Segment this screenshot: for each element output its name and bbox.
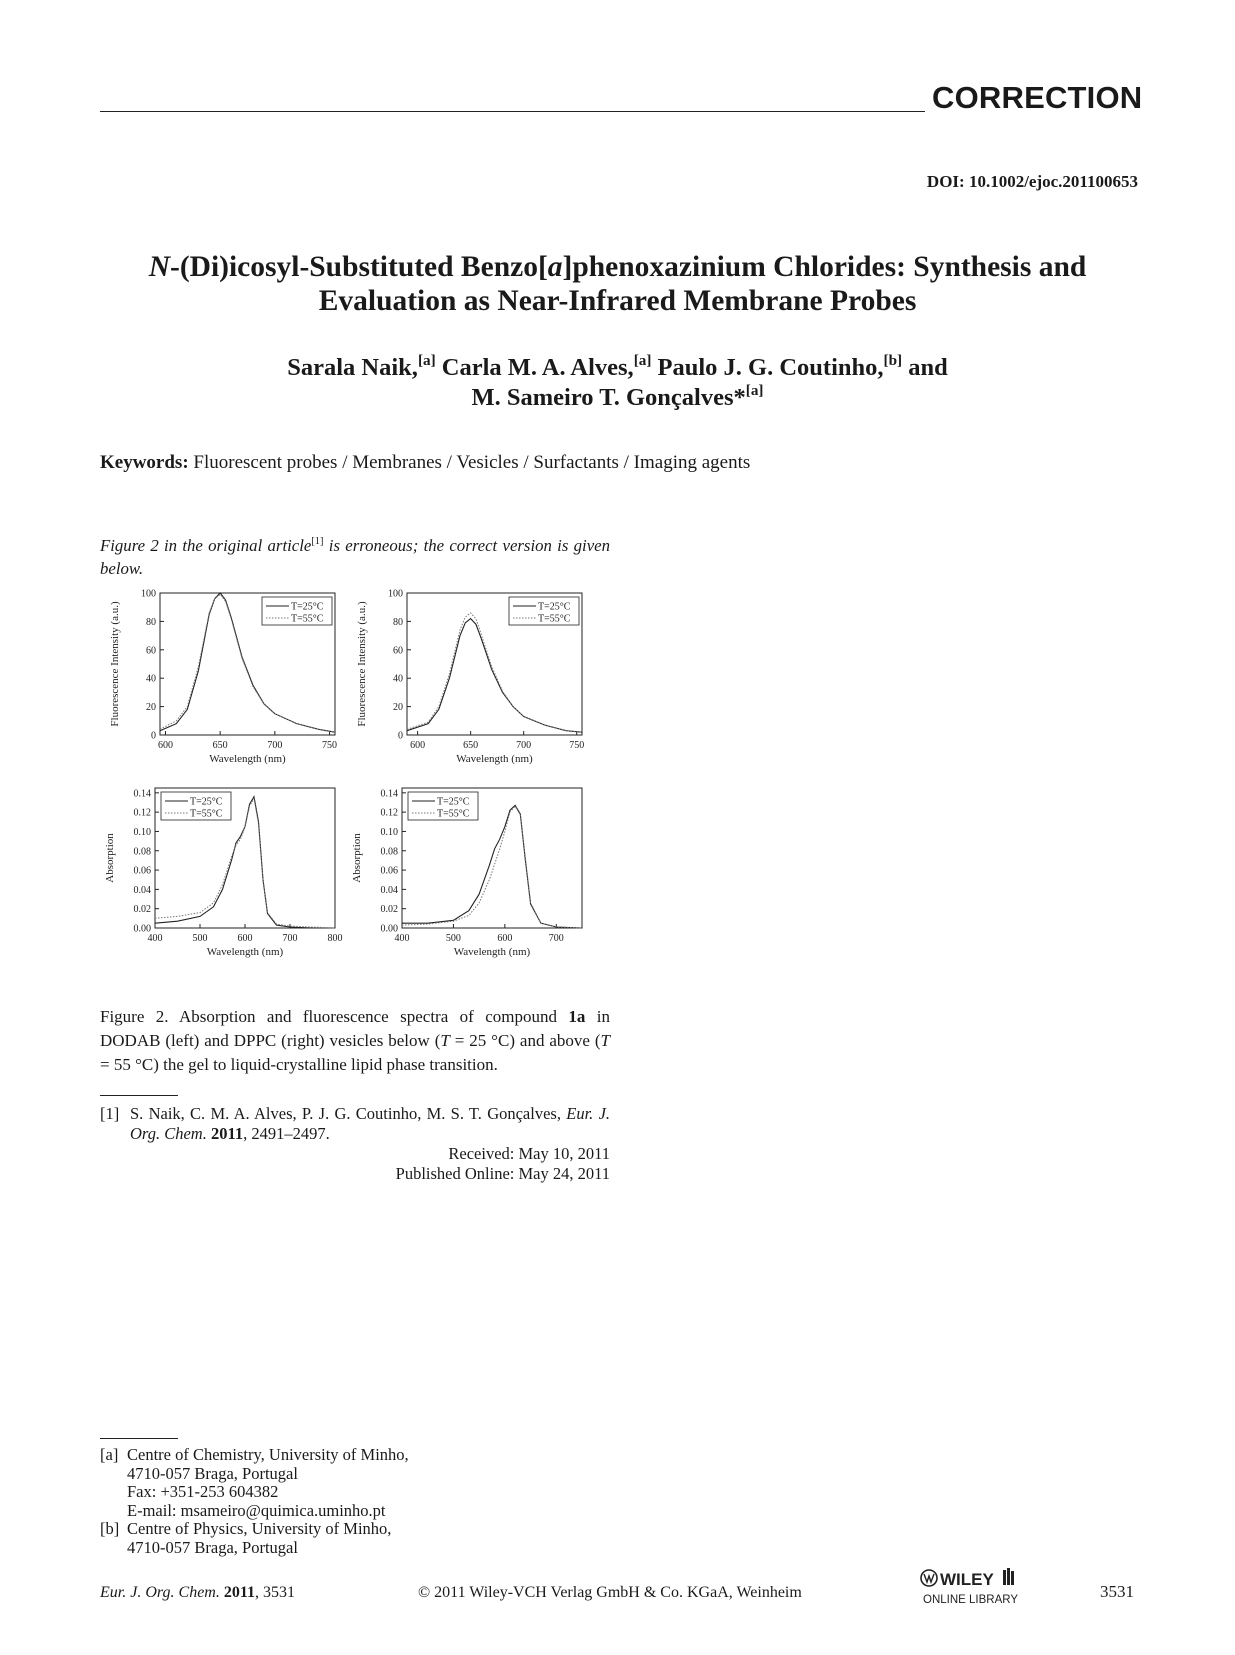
x-tick-label: 400 xyxy=(394,933,410,944)
affiliations xyxy=(100,1446,409,1557)
authors xyxy=(100,353,1135,413)
author-affiliation: [a] xyxy=(633,352,652,370)
affiliation-line: Fax: +351-253 604382 xyxy=(127,1482,279,1501)
legend-label: T=25°C xyxy=(291,601,324,613)
caption-val1: = 25 °C) and above ( xyxy=(454,1031,601,1050)
intro-after: is erroneous; the correct version is given below. xyxy=(100,536,611,578)
doi: DOI: 10.1002/ejoc.201100653 xyxy=(926,172,1138,191)
reference-year: 2011 xyxy=(210,1124,244,1143)
wiley-sub: ONLINE LIBRARY xyxy=(923,1594,1019,1606)
y-tick-label: 80 xyxy=(146,616,156,628)
wiley-emblem-icon xyxy=(921,1570,937,1586)
author-affiliation: [a] xyxy=(745,382,764,400)
y-tick-label: 80 xyxy=(393,616,403,628)
footer-citation xyxy=(100,1584,295,1602)
y-axis-label: Fluorescence Intensity (a.u.) xyxy=(109,601,121,727)
title-line2: Evaluation as Near-Infrared Membrane Probes xyxy=(318,285,917,317)
y-axis-label: Fluorescence Intensity (a.u.) xyxy=(356,601,368,727)
reference-rule xyxy=(100,1095,178,1096)
caption-text1: Absorption and fluorescence spectra of compound xyxy=(179,1007,557,1026)
y-tick-label: 0.10 xyxy=(380,826,398,838)
reference-journal: Eur. J. Org. Chem. xyxy=(130,1104,611,1143)
affiliation-line: Centre of Physics, University of Minho, xyxy=(127,1519,392,1538)
affiliation-tag: [a] xyxy=(100,1445,119,1464)
x-tick-label: 500 xyxy=(445,933,461,944)
reference-authors: S. Naik, C. M. A. Alves, P. J. G. Coutinho, M. S. T. Gonçalves, xyxy=(130,1104,561,1123)
affiliation-tag: [b] xyxy=(100,1519,120,1538)
y-tick-label: 0.00 xyxy=(133,923,151,935)
x-tick-label: 800 xyxy=(327,933,343,944)
affiliation-lines xyxy=(127,1446,409,1520)
caption-text2: in DODAB (left) and DPPC (right) vesicles below ( xyxy=(100,1007,611,1050)
y-tick-label: 0.08 xyxy=(133,846,151,858)
x-tick-label: 700 xyxy=(267,740,283,751)
title-italic-n: N xyxy=(148,251,171,283)
author-conjunction: and xyxy=(908,354,948,381)
figure-caption xyxy=(100,1005,610,1077)
legend-label: T=55°C xyxy=(190,808,223,820)
y-tick-label: 0.02 xyxy=(380,904,398,916)
x-tick-label: 650 xyxy=(463,740,479,751)
affiliation-a xyxy=(100,1446,409,1520)
article-title xyxy=(100,250,1135,318)
y-tick-label: 0 xyxy=(398,730,403,742)
y-tick-label: 0.04 xyxy=(380,884,398,896)
x-tick-label: 700 xyxy=(516,740,532,751)
intro-before: Figure 2 in the original article xyxy=(100,536,312,555)
figure-2 xyxy=(100,583,610,983)
y-tick-label: 60 xyxy=(146,645,156,657)
x-tick-label: 650 xyxy=(212,740,228,751)
x-tick-label: 600 xyxy=(410,740,426,751)
y-tick-label: 0.12 xyxy=(380,807,398,819)
author-affiliation: [b] xyxy=(883,352,903,370)
reference-entry xyxy=(100,1104,610,1144)
wiley-online-library-logo[interactable] xyxy=(920,1565,1020,1609)
y-tick-label: 0.04 xyxy=(133,884,151,896)
legend-label: T=55°C xyxy=(538,613,571,625)
y-tick-label: 20 xyxy=(393,702,403,714)
caption-t1: T xyxy=(440,1031,450,1050)
keywords-text: Fluorescent probes / Membranes / Vesicles / Surfactants / Imaging agents xyxy=(193,452,751,473)
caption-val2: = 55 °C) the gel to liquid-crystalline lipid phase transition. xyxy=(100,1055,498,1074)
x-tick-label: 700 xyxy=(548,933,564,944)
received-date: Received: May 10, 2011 xyxy=(448,1144,610,1163)
y-tick-label: 100 xyxy=(388,588,403,600)
keywords xyxy=(100,452,750,474)
series-line-t55 xyxy=(402,806,582,928)
page-number: 3531 xyxy=(1100,1582,1134,1601)
legend-label: T=55°C xyxy=(291,613,324,625)
title-part1: -(Di)icosyl-Substituted Benzo[ xyxy=(170,251,548,283)
author-affiliation: [a] xyxy=(417,352,436,370)
legend-label: T=25°C xyxy=(437,796,470,808)
x-tick-label: 600 xyxy=(497,933,513,944)
section-label: CORRECTION xyxy=(932,80,1143,115)
x-axis-label: Wavelength (nm) xyxy=(453,946,531,958)
reference-body xyxy=(130,1104,610,1144)
y-tick-label: 0.12 xyxy=(133,807,151,819)
caption-label: Figure 2. xyxy=(100,1007,169,1026)
author-name: M. Sameiro T. Gonçalves* xyxy=(471,384,746,411)
published-date: Published Online: May 24, 2011 xyxy=(395,1164,610,1183)
y-tick-label: 0.14 xyxy=(380,788,398,800)
x-axis-label: Wavelength (nm) xyxy=(456,753,533,765)
author-name: Carla M. A. Alves, xyxy=(441,354,634,381)
caption-compound: 1a xyxy=(568,1007,586,1026)
intro-ref: [1] xyxy=(311,536,324,548)
x-axis-label: Wavelength (nm) xyxy=(206,946,284,958)
y-tick-label: 0.00 xyxy=(380,923,398,935)
reference-pages: , 2491–2497. xyxy=(243,1124,330,1143)
x-tick-label: 600 xyxy=(157,740,173,751)
y-tick-label: 0.14 xyxy=(133,788,151,800)
affiliation-lines xyxy=(127,1520,391,1557)
affiliation-b xyxy=(100,1520,409,1557)
y-tick-label: 60 xyxy=(393,645,403,657)
x-tick-label: 600 xyxy=(237,933,253,944)
y-tick-label: 20 xyxy=(146,702,156,714)
legend-label: T=25°C xyxy=(190,796,223,808)
correction-intro xyxy=(100,534,610,580)
x-tick-label: 500 xyxy=(192,933,208,944)
footer-page-ref: , 3531 xyxy=(254,1584,295,1601)
y-tick-label: 0.08 xyxy=(380,846,398,858)
title-part2: ]phenoxazinium Chlorides: Synthesis and xyxy=(562,251,1087,283)
series-line-t55 xyxy=(407,613,582,732)
title-italic-a: a xyxy=(547,251,563,283)
series-line-t25 xyxy=(402,805,582,928)
affiliation-line: 4710-057 Braga, Portugal xyxy=(127,1463,298,1483)
y-tick-label: 0.10 xyxy=(133,826,151,838)
y-axis-label: Absorption xyxy=(104,833,116,883)
footer-journal-name: Eur. J. Org. Chem. xyxy=(100,1584,220,1601)
reference-number: [1] xyxy=(100,1104,120,1123)
x-tick-label: 750 xyxy=(569,740,585,751)
y-tick-label: 0.06 xyxy=(380,865,398,877)
x-axis-label: Wavelength (nm) xyxy=(209,753,286,765)
x-tick-label: 750 xyxy=(322,740,338,751)
y-tick-label: 40 xyxy=(393,673,403,685)
y-tick-label: 0.06 xyxy=(133,865,151,877)
affiliation-line: 4710-057 Braga, Portugal xyxy=(127,1537,298,1557)
legend-label: T=55°C xyxy=(437,808,470,820)
dates xyxy=(100,1144,610,1184)
y-tick-label: 100 xyxy=(141,588,156,600)
author-name: Paulo J. G. Coutinho, xyxy=(657,354,884,381)
y-tick-label: 40 xyxy=(146,673,156,685)
y-axis-label: Absorption xyxy=(351,833,363,883)
affiliation-line: Centre of Chemistry, University of Minho, xyxy=(127,1445,409,1464)
x-tick-label: 700 xyxy=(282,933,298,944)
author-name: Sarala Naik, xyxy=(287,354,418,381)
reference xyxy=(100,1104,610,1144)
caption-t2: T xyxy=(600,1031,611,1050)
header-rule xyxy=(100,111,925,112)
affiliation-rule xyxy=(100,1438,178,1439)
affiliation-email[interactable]: E-mail: msameiro@quimica.uminho.pt xyxy=(127,1500,386,1520)
book-icon xyxy=(1003,1568,1014,1585)
y-tick-label: 0 xyxy=(151,730,156,742)
y-tick-label: 0.02 xyxy=(133,904,151,916)
wiley-brand: WILEY xyxy=(940,1570,994,1589)
x-tick-label: 400 xyxy=(147,933,163,944)
footer-copyright: © 2011 Wiley-VCH Verlag GmbH & Co. KGaA, Weinheim xyxy=(418,1584,802,1601)
keywords-label: Keywords: xyxy=(100,452,189,473)
legend-label: T=25°C xyxy=(538,601,571,613)
footer-year: 2011 xyxy=(223,1584,255,1601)
